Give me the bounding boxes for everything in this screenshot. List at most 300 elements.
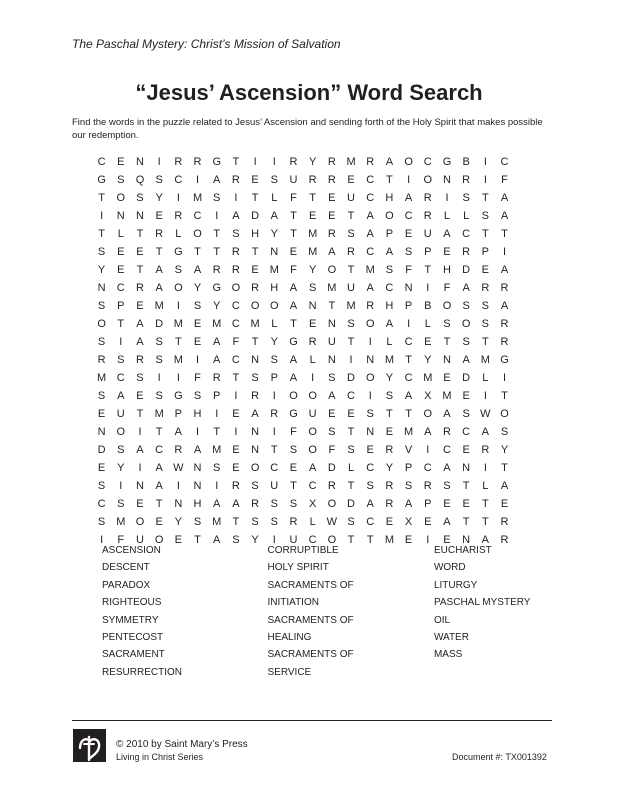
grid-letter: S <box>347 318 355 330</box>
grid-letter: Q <box>135 174 145 186</box>
grid-letter: T <box>481 516 489 528</box>
grid-letter: O <box>500 408 509 420</box>
grid-letter: R <box>231 174 240 186</box>
grid-letter: M <box>250 318 260 330</box>
grid-letter: A <box>155 264 163 276</box>
grid-letter: R <box>327 174 336 186</box>
grid-letter: O <box>231 282 241 294</box>
grid-letter: T <box>501 390 508 402</box>
grid-letter: O <box>308 444 317 456</box>
grid-row <box>92 513 514 531</box>
grid-letter: E <box>117 246 125 258</box>
grid-letter: S <box>462 300 470 312</box>
grid-letter: O <box>461 318 471 330</box>
grid-letter: T <box>347 534 355 546</box>
grid-letter: M <box>423 372 433 384</box>
grid-letter: I <box>100 534 104 546</box>
word-list-item: SACRAMENT <box>102 649 165 661</box>
grid-letter: R <box>423 192 432 204</box>
grid-letter: E <box>174 534 183 546</box>
grid-letter: A <box>136 318 144 330</box>
grid-letter: E <box>232 408 240 420</box>
grid-letter: T <box>251 192 259 204</box>
grid-letter: C <box>366 462 375 474</box>
grid-letter: Y <box>193 282 202 294</box>
grid-letter: I <box>272 534 276 546</box>
grid-letter: O <box>174 282 183 294</box>
grid-letter: T <box>290 210 297 222</box>
grid-letter: T <box>290 480 297 492</box>
grid-letter: E <box>232 462 240 474</box>
grid-letter: O <box>327 264 337 276</box>
grid-letter: T <box>98 192 105 204</box>
grid-letter: Y <box>308 156 317 168</box>
grid-letter: I <box>215 408 219 420</box>
grid-letter: L <box>309 516 316 528</box>
grid-letter: N <box>97 426 106 438</box>
grid-row <box>92 333 514 351</box>
grid-letter: T <box>386 408 393 420</box>
grid-letter: S <box>385 390 394 402</box>
grid-letter: X <box>308 498 317 510</box>
grid-letter: E <box>443 498 451 510</box>
grid-letter: O <box>442 300 452 312</box>
grid-letter: I <box>426 534 430 546</box>
grid-letter: I <box>272 390 276 402</box>
grid-letter: R <box>423 480 432 492</box>
grid-letter: M <box>327 282 337 294</box>
grid-letter: A <box>385 318 394 330</box>
grid-letter: S <box>155 354 163 366</box>
grid-letter: E <box>424 336 432 348</box>
grid-letter: O <box>135 516 145 528</box>
grid-letter: M <box>212 318 222 330</box>
grid-letter: W <box>326 516 338 528</box>
grid-letter: A <box>500 192 509 204</box>
grid-letter: M <box>212 444 222 456</box>
grid-letter: A <box>213 498 221 510</box>
grid-letter: I <box>196 354 200 366</box>
grid-letter: I <box>311 372 315 384</box>
grid-letter: H <box>251 228 260 240</box>
grid-letter: S <box>155 336 163 348</box>
grid-letter: S <box>481 210 490 222</box>
grid-letter: R <box>366 156 375 168</box>
grid-letter: S <box>251 480 259 492</box>
grid-row <box>92 261 514 279</box>
grid-letter: E <box>117 264 125 276</box>
grid-letter: S <box>347 228 355 240</box>
grid-letter: T <box>481 228 489 240</box>
grid-letter: A <box>481 426 490 438</box>
grid-letter: T <box>366 534 374 546</box>
grid-letter: R <box>500 534 509 546</box>
grid-letter: Y <box>117 462 125 474</box>
word-list-item: ASCENSION <box>102 545 161 556</box>
grid-letter: Y <box>385 372 394 384</box>
grid-letter: C <box>500 156 509 168</box>
grid-letter: F <box>290 426 297 438</box>
grid-letter: T <box>501 228 508 240</box>
grid-letter: E <box>193 318 202 330</box>
grid-letter: T <box>347 264 355 276</box>
grid-letter: T <box>347 210 355 222</box>
grid-letter: S <box>270 498 278 510</box>
grid-letter: U <box>270 480 279 492</box>
grid-letter: D <box>251 210 260 222</box>
grid-letter: C <box>308 480 317 492</box>
grid-letter: E <box>308 210 317 222</box>
grid-letter: O <box>154 534 164 546</box>
word-column-3 <box>434 545 562 684</box>
grid-letter: S <box>443 480 451 492</box>
grid-letter: P <box>481 246 490 258</box>
grid-letter: I <box>215 480 219 492</box>
grid-letter: A <box>500 264 509 276</box>
grid-letter: Y <box>500 444 509 456</box>
letter-grid <box>92 153 514 549</box>
grid-letter: I <box>196 174 200 186</box>
grid-letter: G <box>212 156 221 168</box>
grid-letter: S <box>193 300 202 312</box>
word-list-item: DESCENT <box>102 562 150 574</box>
grid-letter: C <box>116 372 125 384</box>
grid-letter: L <box>463 210 470 222</box>
grid-letter: C <box>231 354 240 366</box>
grid-row <box>92 369 514 387</box>
grid-letter: C <box>231 300 240 312</box>
grid-letter: S <box>117 354 125 366</box>
grid-letter: T <box>405 354 412 366</box>
grid-letter: T <box>232 516 240 528</box>
grid-letter: T <box>290 228 297 240</box>
grid-letter: A <box>155 282 163 294</box>
grid-letter: S <box>136 372 144 384</box>
grid-letter: N <box>193 462 202 474</box>
grid-letter: M <box>173 354 183 366</box>
word-column-1 <box>102 545 267 684</box>
word-list-item: SYMMETRY <box>102 614 159 626</box>
grid-letter: U <box>289 174 298 186</box>
grid-letter: X <box>404 516 413 528</box>
word-list-item: OIL <box>433 614 451 626</box>
grid-row <box>92 171 514 189</box>
grid-row <box>92 153 514 171</box>
grid-letter: L <box>347 462 355 474</box>
grid-letter: C <box>116 282 125 294</box>
grid-letter: I <box>119 336 123 348</box>
grid-letter: E <box>462 498 470 510</box>
grid-letter: E <box>347 408 355 420</box>
grid-letter: T <box>194 534 201 546</box>
grid-letter: O <box>250 462 260 474</box>
grid-letter: C <box>193 210 202 222</box>
grid-letter: I <box>368 336 372 348</box>
grid-letter: O <box>327 534 337 546</box>
grid-letter: B <box>462 156 470 168</box>
grid-letter: R <box>462 246 471 258</box>
grid-letter: T <box>405 408 412 420</box>
grid-letter: N <box>442 354 451 366</box>
word-list-item: PASCHAL MYSTERY <box>433 597 531 609</box>
word-list-item: EUCHARIST <box>433 545 492 556</box>
grid-letter: T <box>424 264 432 276</box>
grid-row <box>92 315 514 333</box>
grid-letter: I <box>196 426 200 438</box>
grid-letter: S <box>251 516 259 528</box>
grid-row <box>92 441 514 459</box>
grid-letter: A <box>385 156 394 168</box>
grid-letter: M <box>384 354 394 366</box>
grid-letter: P <box>174 408 183 420</box>
grid-letter: A <box>500 300 509 312</box>
grid-letter: A <box>117 390 125 402</box>
grid-letter: I <box>503 246 507 258</box>
grid-letter: A <box>289 354 298 366</box>
grid-letter: I <box>483 390 487 402</box>
grid-letter: E <box>328 408 336 420</box>
grid-letter: O <box>365 372 375 384</box>
grid-letter: S <box>443 318 451 330</box>
grid-letter: C <box>462 426 471 438</box>
grid-letter: S <box>155 174 163 186</box>
grid-letter: O <box>327 498 337 510</box>
grid-letter: S <box>308 282 317 294</box>
grid-letter: A <box>155 462 163 474</box>
grid-letter: T <box>290 318 297 330</box>
grid-letter: E <box>136 246 144 258</box>
grid-letter: R <box>500 516 509 528</box>
grid-letter: R <box>500 336 509 348</box>
grid-letter: T <box>462 480 470 492</box>
grid-letter: E <box>385 516 394 528</box>
grid-letter: S <box>385 264 394 276</box>
grid-letter: M <box>154 408 164 420</box>
grid-letter: Y <box>270 228 278 240</box>
grid-letter: N <box>174 498 183 510</box>
grid-letter: A <box>193 444 202 456</box>
grid-letter: E <box>443 372 451 384</box>
grid-letter: C <box>366 192 375 204</box>
grid-letter: L <box>175 228 182 240</box>
grid-letter: T <box>443 336 451 348</box>
grid-letter: A <box>462 354 470 366</box>
grid-letter: S <box>500 426 509 438</box>
grid-letter: N <box>251 426 260 438</box>
grid-letter: E <box>328 192 336 204</box>
grid-letter: R <box>385 480 394 492</box>
grid-letter: R <box>270 408 279 420</box>
grid-letter: H <box>270 282 279 294</box>
grid-row <box>92 225 514 243</box>
grid-letter: C <box>385 282 394 294</box>
grid-letter: H <box>193 408 202 420</box>
grid-letter: A <box>213 336 221 348</box>
grid-letter: F <box>290 192 297 204</box>
grid-letter: R <box>193 156 202 168</box>
grid-letter: C <box>270 462 279 474</box>
grid-letter: U <box>135 534 144 546</box>
grid-letter: O <box>308 390 317 402</box>
grid-letter: A <box>289 372 298 384</box>
grid-letter: E <box>500 498 509 510</box>
grid-letter: R <box>308 174 317 186</box>
grid-letter: N <box>251 444 260 456</box>
grid-letter: T <box>232 372 240 384</box>
grid-letter: P <box>424 498 432 510</box>
grid-letter: R <box>97 354 106 366</box>
grid-letter: T <box>462 516 470 528</box>
grid-letter: F <box>194 372 201 384</box>
grid-letter: X <box>424 390 432 402</box>
grid-letter: L <box>386 336 393 348</box>
grid-letter: R <box>385 498 394 510</box>
grid-letter: I <box>407 174 411 186</box>
grid-letter: W <box>480 408 491 420</box>
grid-letter: S <box>481 300 490 312</box>
grid-row <box>92 189 514 207</box>
grid-letter: S <box>117 444 125 456</box>
grid-letter: E <box>404 228 413 240</box>
word-list-item: INITIATION <box>267 597 319 609</box>
grid-letter: R <box>251 282 260 294</box>
grid-letter: A <box>366 228 374 240</box>
grid-letter: S <box>174 264 183 276</box>
grid-letter: L <box>271 192 278 204</box>
grid-row <box>92 387 514 405</box>
grid-letter: T <box>174 336 182 348</box>
grid-letter: E <box>136 390 144 402</box>
grid-letter: C <box>462 228 471 240</box>
grid-letter: Y <box>308 264 317 276</box>
grid-letter: E <box>289 246 298 258</box>
grid-letter: E <box>308 318 317 330</box>
grid-letter: T <box>136 408 144 420</box>
grid-letter: I <box>426 282 430 294</box>
grid-letter: D <box>347 372 355 384</box>
grid-letter: C <box>347 390 355 402</box>
grid-letter: M <box>346 156 356 168</box>
series-name: Living in Christ Series <box>116 752 204 762</box>
grid-letter: R <box>289 156 298 168</box>
word-list-item: PARADOX <box>102 579 151 591</box>
grid-letter: A <box>366 282 374 294</box>
grid-letter: C <box>404 210 413 222</box>
grid-letter: A <box>443 462 451 474</box>
copyright: © 2010 by Saint Mary’s Press <box>116 739 248 750</box>
grid-letter: S <box>97 300 106 312</box>
grid-letter: P <box>404 300 413 312</box>
grid-letter: T <box>136 264 144 276</box>
word-list-item: HEALING <box>267 631 312 643</box>
grid-letter: P <box>424 246 432 258</box>
grid-letter: R <box>231 246 240 258</box>
grid-letter: A <box>136 444 144 456</box>
grid-letter: G <box>289 336 298 348</box>
grid-letter: T <box>155 246 163 258</box>
word-list-item: RESURRECTION <box>102 666 183 678</box>
grid-letter: I <box>483 156 487 168</box>
grid-letter: R <box>308 336 317 348</box>
grid-letter: G <box>97 174 106 186</box>
grid-row <box>92 423 514 441</box>
grid-letter: E <box>289 462 298 474</box>
grid-letter: B <box>424 300 432 312</box>
grid-letter: M <box>116 516 126 528</box>
grid-letter: A <box>443 408 451 420</box>
grid-letter: A <box>174 426 183 438</box>
grid-letter: E <box>251 174 259 186</box>
word-list-item: WORD <box>433 562 466 574</box>
footer-divider <box>72 720 552 721</box>
grid-letter: A <box>289 300 298 312</box>
grid-letter: I <box>176 192 180 204</box>
grid-letter: R <box>155 228 164 240</box>
grid-letter: N <box>308 300 317 312</box>
grid-letter: R <box>174 210 183 222</box>
grid-letter: I <box>483 174 487 186</box>
grid-letter: A <box>404 390 413 402</box>
grid-letter: E <box>328 210 336 222</box>
grid-letter: E <box>136 498 144 510</box>
grid-letter: I <box>407 318 411 330</box>
grid-letter: G <box>500 354 509 366</box>
grid-letter: M <box>154 300 164 312</box>
grid-letter: H <box>442 264 451 276</box>
grid-letter: R <box>327 156 336 168</box>
grid-letter: D <box>462 264 471 276</box>
grid-row <box>92 279 514 297</box>
grid-letter: N <box>462 534 471 546</box>
grid-letter: S <box>117 498 125 510</box>
grid-letter: T <box>251 246 259 258</box>
grid-letter: A <box>366 498 374 510</box>
grid-letter: E <box>117 156 125 168</box>
grid-letter: P <box>385 228 394 240</box>
grid-letter: L <box>482 480 489 492</box>
grid-letter: R <box>212 264 221 276</box>
grid-letter: M <box>404 426 414 438</box>
grid-letter: N <box>404 282 413 294</box>
grid-letter: U <box>289 534 298 546</box>
grid-letter: E <box>424 516 432 528</box>
grid-letter: A <box>251 408 259 420</box>
grid-letter: S <box>251 372 259 384</box>
grid-letter: R <box>212 372 221 384</box>
grid-letter: L <box>271 318 278 330</box>
grid-letter: U <box>347 192 355 204</box>
grid-letter: N <box>327 354 336 366</box>
word-list-item: MASS <box>433 649 463 661</box>
grid-letter: A <box>213 174 221 186</box>
grid-letter: R <box>462 174 471 186</box>
grid-letter: S <box>462 336 470 348</box>
grid-letter: T <box>481 498 489 510</box>
grid-letter: C <box>366 516 375 528</box>
grid-letter: M <box>308 228 318 240</box>
grid-letter: R <box>327 480 336 492</box>
grid-letter: Y <box>270 336 278 348</box>
grid-row <box>92 243 514 261</box>
grid-letter: I <box>138 462 142 474</box>
grid-letter: I <box>138 426 142 438</box>
grid-letter: R <box>481 444 490 456</box>
grid-letter: E <box>347 174 355 186</box>
grid-letter: T <box>481 336 489 348</box>
grid-letter: I <box>176 480 180 492</box>
grid-letter: R <box>135 354 144 366</box>
grid-letter: N <box>135 210 144 222</box>
